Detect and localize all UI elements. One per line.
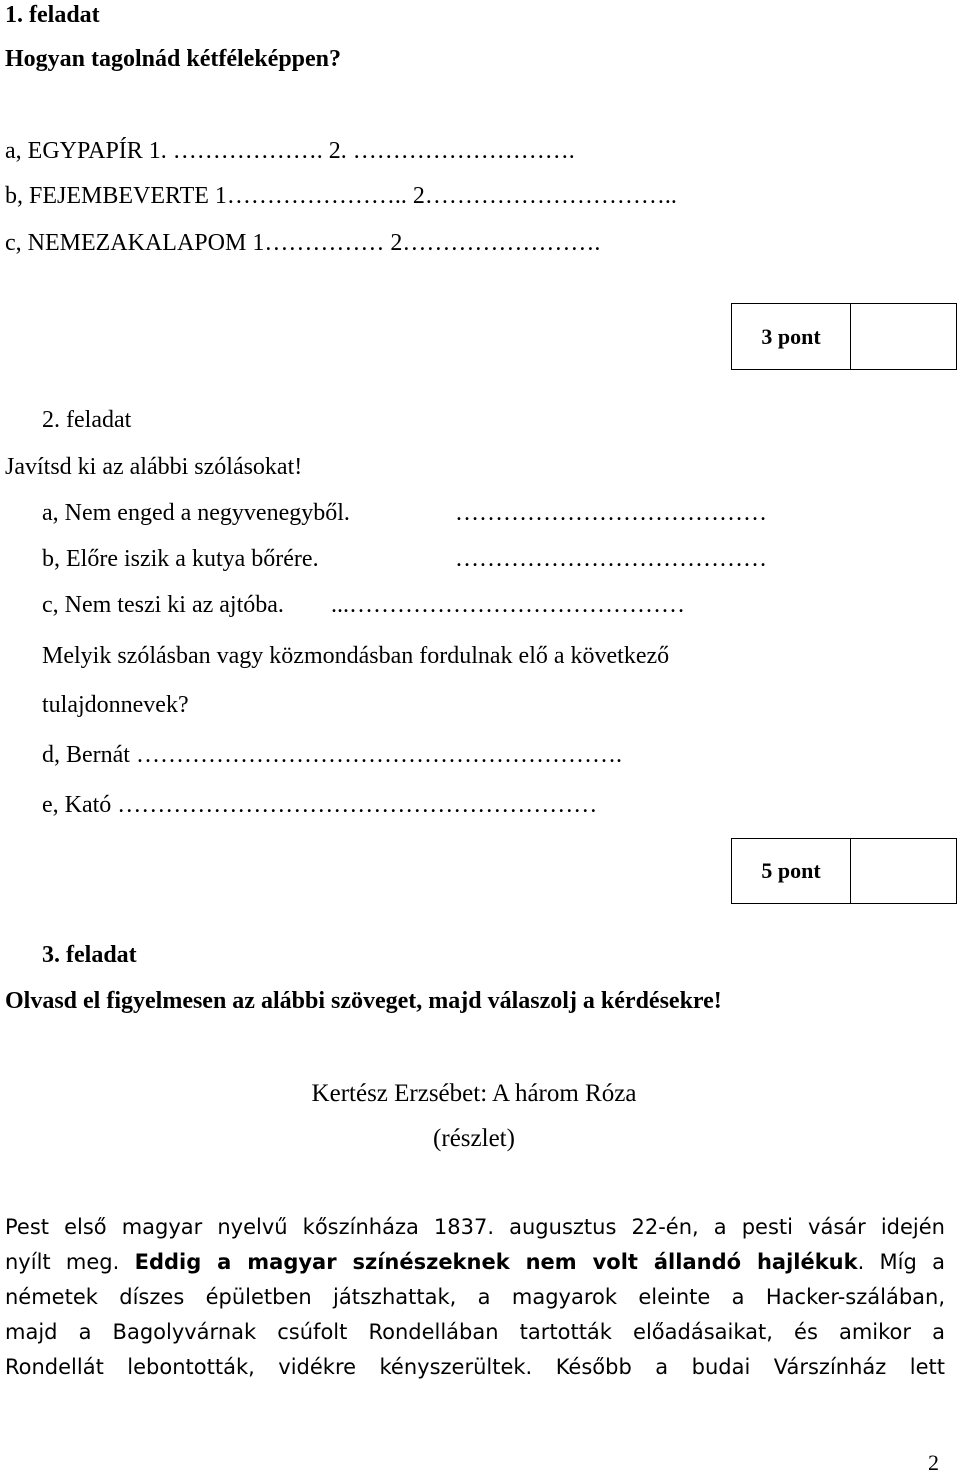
story-line-4: majd a Bagolyvárnak csúfolt Rondellában tartották előadásaikat, és amikor a (5, 1320, 945, 1344)
task3-question: Olvasd el figyelmesen az alábbi szöveget, majd válaszolj a kérdésekre! (5, 988, 722, 1014)
task1-item-b: b, FEJEMBEVERTE 1………………….. 2………………………….. (5, 183, 677, 209)
task2-question2-line2: tulajdonnevek? (42, 692, 189, 718)
task2-heading: 2. feladat (42, 407, 132, 433)
task2-item-c-blank[interactable]: ...…………………………………… (331, 592, 685, 618)
story-line-3: németek díszes épületben játszhattak, a magyarok eleinte a Hacker-szálában, (5, 1285, 945, 1309)
task2-item-a: a, Nem enged a negyvenegyből. (42, 500, 350, 526)
story-line-2-end: . Míg a (857, 1250, 945, 1274)
task2-question: Javítsd ki az alábbi szólásokat! (5, 454, 303, 480)
task1-item-c: c, NEMEZAKALAPOM 1…………… 2……………………. (5, 230, 601, 256)
task3-heading: 3. feladat (42, 942, 137, 968)
story-line-1: Pest első magyar nyelvű kőszínháza 1837. augusztus 22-én, a pesti vásár idején (5, 1215, 945, 1239)
task2-score-field[interactable] (851, 839, 956, 903)
task1-points-label: 3 pont (732, 304, 851, 369)
page-number: 2 (928, 1450, 939, 1475)
task2-question2-line1: Melyik szólásban vagy közmondásban fordulnak elő a következő (42, 643, 670, 669)
story-line-2-bold: Eddig a magyar színészeknek nem volt állandó hajlékuk (134, 1250, 858, 1274)
task2-points-box (731, 838, 957, 904)
story-line-5: Rondellát lebontották, vidékre kényszerültek. Később a budai Várszínház lett (5, 1355, 945, 1379)
task1-item-a: a, EGYPAPÍR 1. ………………. 2. ………………………. (5, 138, 575, 164)
story-line-2 (5, 1245, 945, 1279)
story-title: Kertész Erzsébet: A három Róza (311, 1080, 637, 1107)
task1-heading: 1. feladat (5, 2, 100, 28)
task1-points-box (731, 303, 957, 370)
story-line-2-start: nyílt meg. (5, 1250, 120, 1274)
task2-item-c: c, Nem teszi ki az ajtóba. (42, 592, 284, 618)
task2-item-b: b, Előre iszik a kutya bőrére. (42, 546, 319, 572)
task2-points-label: 5 pont (732, 839, 851, 903)
story-subtitle: (részlet) (433, 1125, 515, 1152)
task2-item-a-blank[interactable]: ………………………………… (455, 500, 767, 526)
task1-score-field[interactable] (851, 304, 956, 369)
task2-item-b-blank[interactable]: ………………………………… (455, 546, 767, 572)
task2-name-d: d, Bernát ……………………………………………………. (42, 742, 622, 768)
task1-question: Hogyan tagolnád kétféleképpen? (5, 46, 342, 72)
task2-name-e: e, Kató …………………………………………………… (42, 792, 598, 818)
